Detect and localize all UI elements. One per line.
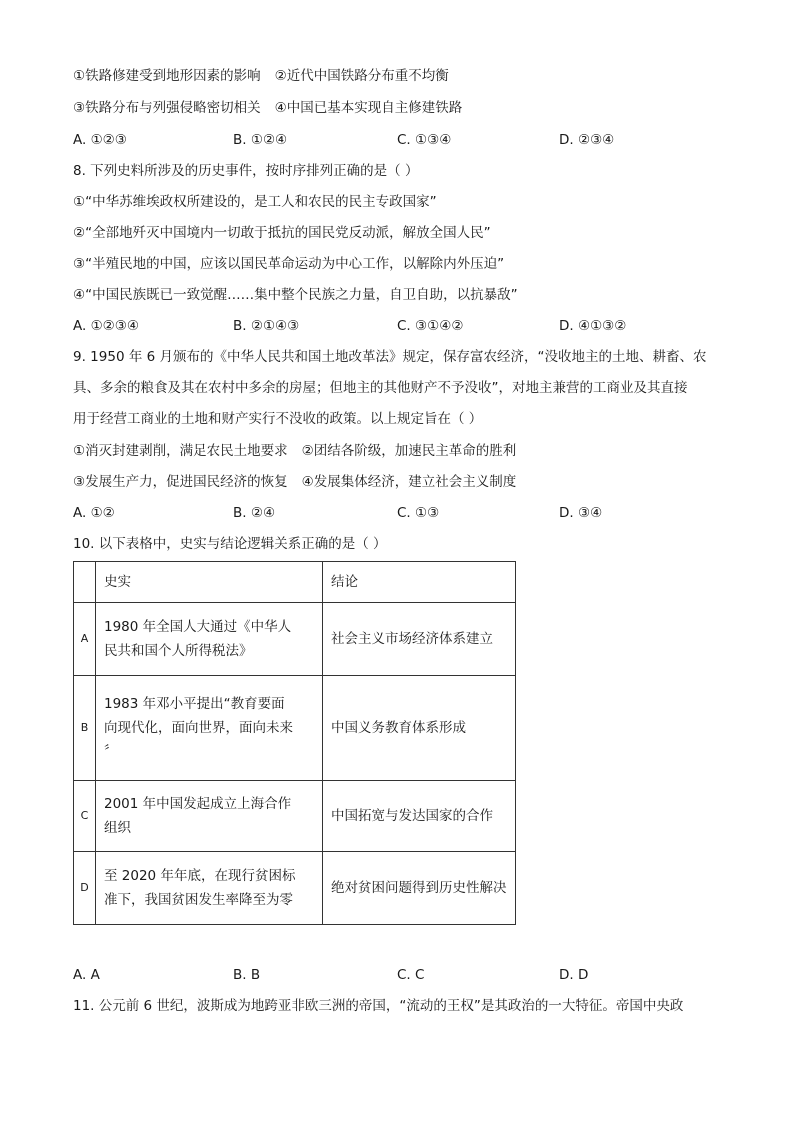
- q9-stem-line-3: 用于经营工商业的土地和财产实行不没收的政策。以上规定旨在（ ）: [73, 411, 483, 427]
- q11-stem: 11. 公元前 6 世纪，波斯成为地跨亚非欧三洲的帝国，“流动的王权”是其政治的一大特征。帝国中央政: [73, 998, 684, 1014]
- row-fact-line: 1980 年全国人大通过《中华人: [104, 619, 292, 635]
- q9-stem-line-2: 具、多余的粮食及其在农村中多余的房屋；但地主的其他财产不予没收”，对地主兼营的工商业及其直接: [73, 380, 688, 396]
- q10-table: [73, 561, 516, 925]
- q7-statement-2: ②近代中国铁路分布重不均衡: [274, 68, 449, 84]
- q8-option-c[interactable]: C. ③①④②: [397, 318, 464, 334]
- row-label: C: [74, 781, 96, 852]
- row-fact: [96, 603, 323, 676]
- q9-option-a[interactable]: A. ①②: [73, 505, 115, 521]
- table-row: [74, 676, 516, 781]
- q8-options: [73, 316, 733, 336]
- row-fact-line: 组织: [104, 820, 131, 836]
- q7-statement-3: ③铁路分布与列强侵略密切相关: [73, 100, 261, 116]
- table-header-row: [74, 562, 516, 603]
- q9-statement-4: ④发展集体经济，建立社会主义制度: [301, 474, 517, 490]
- table-header-fact: 史实: [96, 562, 323, 603]
- row-conclusion: 中国义务教育体系形成: [323, 676, 516, 781]
- q8-item-2: ②“全部地歼灭中国境内一切敢于抵抗的国民党反动派，解放全国人民”: [73, 225, 491, 241]
- row-label: A: [74, 603, 96, 676]
- table-header-label: [74, 562, 96, 603]
- q7-option-b[interactable]: B. ①②④: [233, 132, 288, 148]
- q9-statement-row-1: [73, 441, 516, 461]
- q9-option-b[interactable]: B. ②④: [233, 505, 276, 521]
- q9-statement-3: ③发展生产力，促进国民经济的恢复: [73, 474, 288, 490]
- row-fact: [96, 676, 323, 781]
- row-fact-line: 2001 年中国发起成立上海合作: [104, 796, 292, 812]
- q9-statement-row-2: [73, 472, 516, 492]
- q7-statement-row-1: [73, 66, 449, 86]
- table-row: [74, 852, 516, 925]
- table-header-conclusion: 结论: [323, 562, 516, 603]
- q7-option-a[interactable]: A. ①②③: [73, 132, 127, 148]
- q7-statement-1: ①铁路修建受到地形因素的影响: [73, 68, 261, 84]
- q10-option-a[interactable]: A. A: [73, 967, 100, 983]
- row-conclusion: 社会主义市场经济体系建立: [323, 603, 516, 676]
- table-row: [74, 781, 516, 852]
- table-row: [74, 603, 516, 676]
- q9-option-c[interactable]: C. ①③: [397, 505, 440, 521]
- q7-option-d[interactable]: D. ②③④: [559, 132, 615, 148]
- q8-stem: 8. 下列史料所涉及的历史事件，按时序排列正确的是（ ）: [73, 163, 419, 179]
- q10-options: [73, 965, 733, 985]
- q7-statement-row-2: [73, 98, 462, 118]
- row-fact-line: 向现代化，面向世界，面向未来: [104, 720, 293, 736]
- q9-statement-1: ①消灭封建剥削，满足农民土地要求: [73, 443, 288, 459]
- row-conclusion: 绝对贫困问题得到历史性解决: [323, 852, 516, 925]
- q9-statement-2: ②团结各阶级，加速民主革命的胜利: [301, 443, 517, 459]
- q9-options: [73, 503, 733, 523]
- row-fact-line: 1983 年邓小平提出“教育要面: [104, 696, 285, 712]
- row-label: D: [74, 852, 96, 925]
- q10-option-d[interactable]: D. D: [559, 967, 589, 983]
- q8-item-1: ①“中华苏维埃政权所建设的，是工人和农民的民主专政国家”: [73, 194, 437, 210]
- q7-statement-4: ④中国已基本实现自主修建铁路: [274, 100, 463, 116]
- q8-option-a[interactable]: A. ①②③④: [73, 318, 139, 334]
- q8-item-3: ③“半殖民地的中国，应该以国民革命运动为中心工作，以解除内外压迫”: [73, 256, 505, 272]
- row-fact: [96, 781, 323, 852]
- q7-options: [73, 130, 733, 150]
- row-fact-line: 〞: [104, 744, 118, 760]
- q8-option-d[interactable]: D. ④①③②: [559, 318, 627, 334]
- q8-item-4: ④“中国民族既已一致觉醒……集中整个民族之力量，自卫自助，以抗暴敌”: [73, 287, 518, 303]
- q7-option-c[interactable]: C. ①③④: [397, 132, 452, 148]
- q10-option-b[interactable]: B. B: [233, 967, 261, 983]
- row-fact-line: 民共和国个人所得税法》: [104, 643, 253, 659]
- q9-option-d[interactable]: D. ③④: [559, 505, 603, 521]
- q10-stem: 10. 以下表格中，史实与结论逻辑关系正确的是（ ）: [73, 536, 387, 552]
- row-label: B: [74, 676, 96, 781]
- row-conclusion: 中国拓宽与发达国家的合作: [323, 781, 516, 852]
- row-fact-line: 至 2020 年年底，在现行贫困标: [104, 868, 296, 884]
- q8-option-b[interactable]: B. ②①④③: [233, 318, 300, 334]
- row-fact-line: 准下，我国贫困发生率降至为零: [104, 892, 293, 908]
- q10-option-c[interactable]: C. C: [397, 967, 425, 983]
- q9-stem-line-1: 9. 1950 年 6 月颁布的《中华人民共和国土地改革法》规定，保存富农经济，“没收地主的土地、耕畜、农: [73, 349, 707, 365]
- row-fact: [96, 852, 323, 925]
